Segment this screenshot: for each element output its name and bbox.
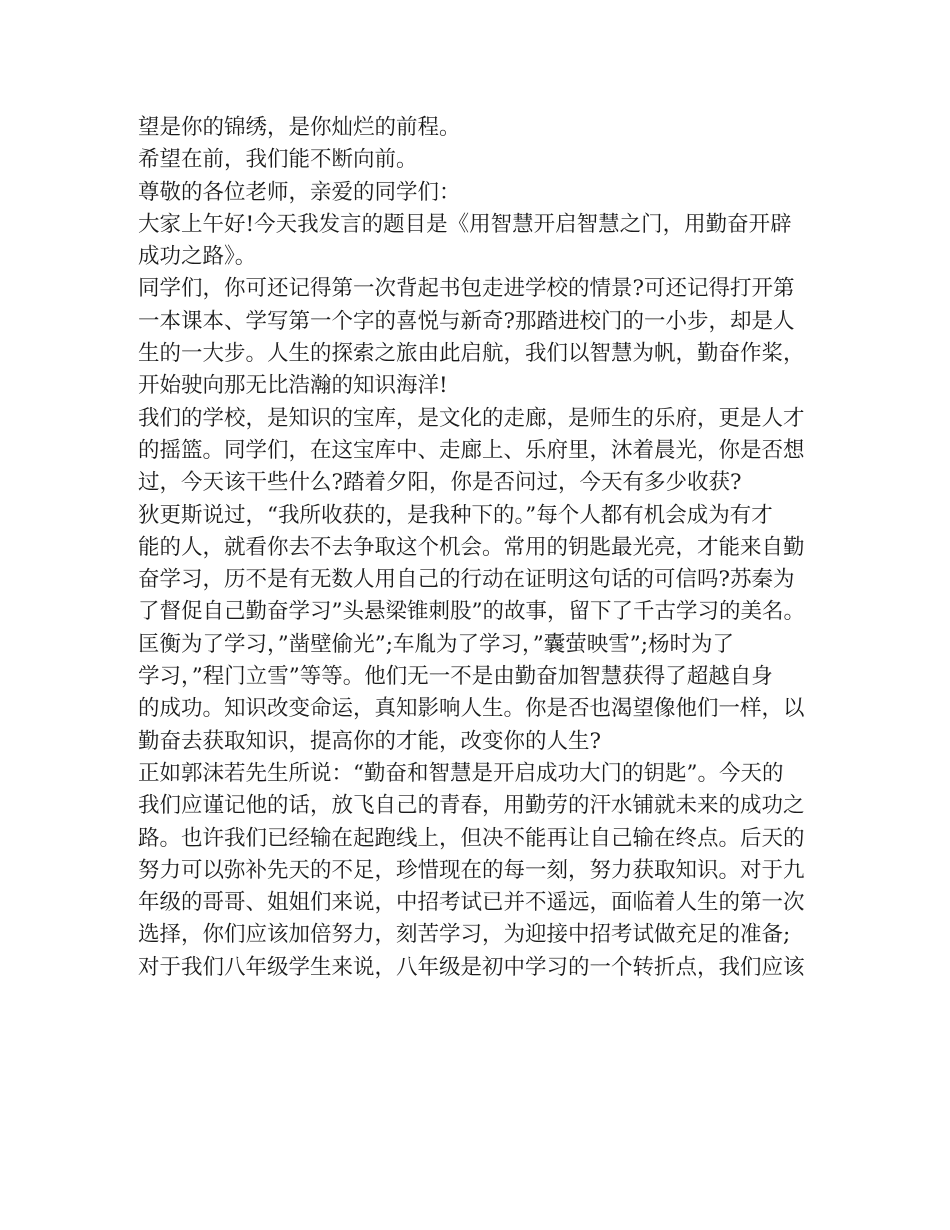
text-line: 我们应谨记他的话，放飞自己的青春，用勤劳的汗水铺就未来的成功之 [138, 793, 805, 819]
text-line: 成功之路》。 [138, 244, 257, 270]
text-line: 奋学习，历不是有无数人用自己的行动在证明这句话的可信吗?苏秦为 [138, 567, 795, 593]
text-line: 希望在前，我们能不断向前。 [138, 147, 418, 173]
text-line: 一本课本、学写第一个字的喜悦与新奇?那踏进校门的一小步，却是人 [138, 308, 795, 334]
text-line: 生的一大步。人生的探索之旅由此启航，我们以智慧为帆，勤奋作桨， [138, 341, 805, 367]
text-line: 的成功。知识改变命运，真知影响人生。你是否也渴望像他们一样，以 [138, 696, 805, 722]
text-line: 狄更斯说过，“我所收获的，是我种下的。”每个人都有机会成为有才 [138, 502, 773, 528]
text-line: 大家上午好!今天我发言的题目是《用智慧开启智慧之门，用勤奋开辟 [138, 211, 792, 237]
text-line: 尊敬的各位老师，亲爱的同学们： [138, 179, 461, 205]
text-line: 开始驶向那无比浩瀚的知识海洋! [138, 373, 448, 399]
text-line: 望是你的锦绣，是你灿烂的前程。 [138, 115, 461, 140]
text-line: 能的人，就看你去不去争取这个机会。常用的钥匙最光亮，才能来自勤 [138, 534, 805, 560]
text-line: 学习，”程门立雪”等等。他们无一不是由勤奋加智慧获得了超越自身 [138, 664, 773, 690]
text-line: 匡衡为了学习，”凿壁偷光”;车胤为了学习，”囊萤映雪”;杨时为了 [138, 631, 734, 657]
text-line: 选择，你们应该加倍努力，刻苦学习，为迎接中招考试做充足的准备; [138, 922, 791, 948]
text-line: 同学们，你可还记得第一次背起书包走进学校的情景?可还记得打开第 [138, 276, 795, 302]
text-line: 勤奋去获取知识，提高你的才能，改变你的人生? [138, 728, 602, 754]
text-line: 对于我们八年级学生来说，八年级是初中学习的一个转折点，我们应该 [138, 954, 805, 980]
document-body [138, 112, 818, 984]
text-line: 了督促自己勤奋学习”头悬梁锥刺股”的故事，留下了千古学习的美名。 [138, 599, 805, 625]
text-line: 路。也许我们已经输在起跑线上，但决不能再让自己输在终点。后天的 [138, 825, 805, 851]
text-line: 过，今天该干些什么?踏着夕阳，你是否问过，今天有多少收获? [138, 470, 742, 496]
text-line: 的摇篮。同学们，在这宝库中、走廊上、乐府里，沐着晨光，你是否想 [138, 437, 805, 463]
text-line: 我们的学校，是知识的宝库，是文化的走廊，是师生的乐府，更是人才 [138, 405, 805, 431]
text-line: 正如郭沫若先生所说：“勤奋和智慧是开启成功大门的钥匙”。今天的 [138, 760, 784, 786]
text-line: 努力可以弥补先天的不足，珍惜现在的每一刻，努力获取知识。对于九 [138, 857, 805, 883]
text-line: 年级的哥哥、姐姐们来说，中招考试已并不遥远，面临着人生的第一次 [138, 890, 805, 916]
